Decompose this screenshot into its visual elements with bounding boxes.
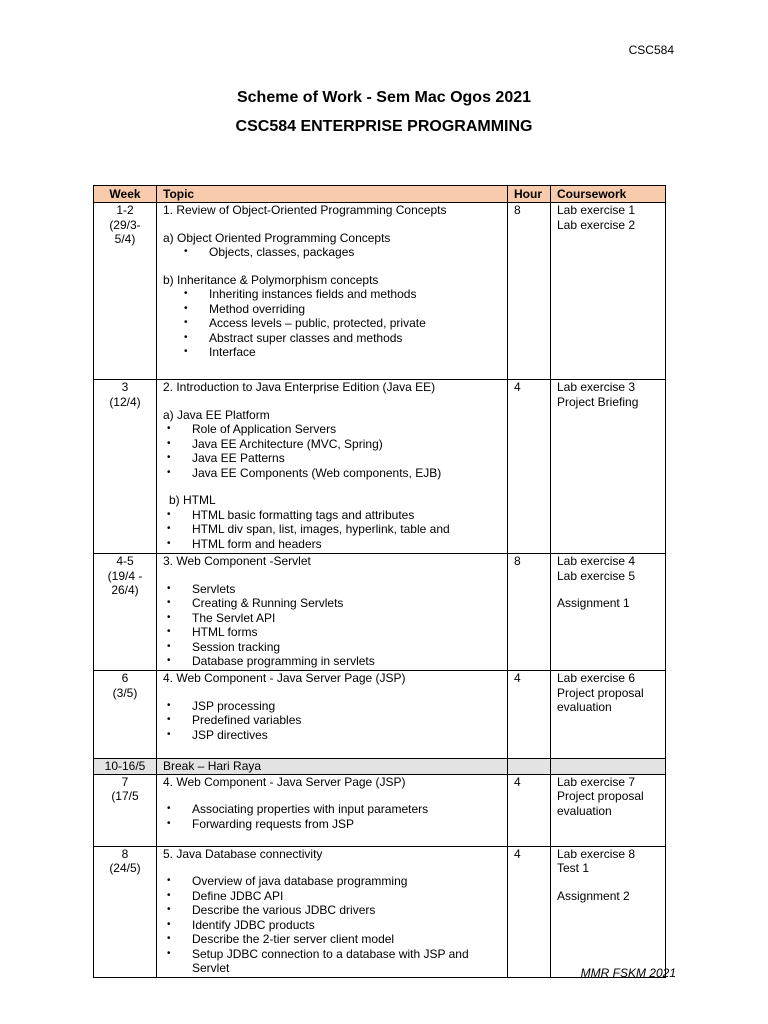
list-item: • Creating & Running Servlets [192, 596, 501, 611]
week-cell: 4-5 (19/4 - 26/4) [94, 554, 157, 671]
topic-title: 1. Review of Object-Oriented Programming Concepts [163, 203, 447, 217]
hour-cell: 4 [508, 846, 551, 977]
topic-cell [157, 846, 508, 977]
header-week: Week [94, 186, 157, 203]
section-heading: a) Object Oriented Programming Concepts [163, 230, 391, 245]
list-item: • JSP processing [192, 699, 501, 714]
list-item: • JSP directives [192, 728, 501, 743]
list-item: • Associating properties with input parameters [192, 802, 501, 817]
week-cell: 7 (17/5 [94, 774, 157, 846]
list-item: • Role of Application Servers [192, 422, 501, 437]
table-row [94, 846, 666, 977]
week-cell: 8 (24/5) [94, 846, 157, 977]
course-code: CSC584 [628, 43, 674, 57]
table-row [94, 774, 666, 846]
section-heading: b) HTML [169, 493, 216, 507]
list-item: • Overview of java database programming [192, 874, 501, 889]
list-item: • Setup JDBC connection to a database with JSP and Servlet [192, 947, 501, 976]
list-item: • Identify JDBC products [192, 918, 501, 933]
list-item: • Access levels – public, protected, private [209, 316, 501, 331]
hour-cell: 8 [508, 203, 551, 380]
list-item: • HTML forms [192, 625, 501, 640]
coursework-cell: Lab exercise 1 Lab exercise 2 [551, 203, 666, 380]
coursework-cell: Lab exercise 6 Project proposal evaluation [551, 671, 666, 759]
topic-list [163, 802, 501, 831]
week-cell: 10-16/5 [94, 759, 157, 775]
list-item: • HTML div span, list, images, hyperlink, table and [192, 522, 501, 537]
coursework-cell: Lab exercise 7 Project proposal evaluation [551, 774, 666, 846]
table-row [94, 554, 666, 671]
coursework-cell [551, 759, 666, 775]
list-item: • Objects, classes, packages [209, 245, 501, 260]
topic-cell: Break – Hari Raya [157, 759, 508, 775]
list-item: • HTML basic formatting tags and attributes [192, 508, 501, 523]
list-item: • Inheriting instances fields and methods [209, 287, 501, 302]
topic-cell [157, 774, 508, 846]
week-cell: 3 (12/4) [94, 380, 157, 554]
topic-list [163, 582, 501, 669]
topic-cell [157, 554, 508, 671]
table-row [94, 671, 666, 759]
hour-cell: 4 [508, 380, 551, 554]
list-item: • Forwarding requests from JSP [192, 817, 501, 832]
topic-title: 5. Java Database connectivity [163, 846, 323, 861]
topic-cell [157, 380, 508, 554]
footer-text: MMR FSKM 2021 [580, 966, 676, 980]
list-item: • HTML form and headers [192, 537, 501, 552]
topic-cell [157, 671, 508, 759]
list-item: • Describe the various JDBC drivers [192, 903, 501, 918]
list-item: • Java EE Patterns [192, 451, 501, 466]
topic-list [163, 422, 501, 480]
document-subtitle: CSC584 ENTERPRISE PROGRAMMING [235, 118, 533, 135]
topic-list [163, 508, 501, 552]
topic-title: 2. Introduction to Java Enterprise Edition (Java EE) [163, 380, 436, 394]
topic-list [163, 245, 501, 260]
topic-cell [157, 203, 508, 380]
list-item: • Java EE Architecture (MVC, Spring) [192, 437, 501, 452]
list-item: • Servlets [192, 582, 501, 597]
list-item: • The Servlet API [192, 611, 501, 626]
list-item: • Interface [209, 345, 501, 360]
coursework-cell: Lab exercise 8 Test 1 Assignment 2 [551, 846, 666, 977]
hour-cell: 8 [508, 554, 551, 671]
hour-cell [508, 759, 551, 775]
break-row [94, 759, 666, 775]
list-item: • Session tracking [192, 640, 501, 655]
list-item: • Predefined variables [192, 713, 501, 728]
section-heading: a) Java EE Platform [163, 407, 270, 422]
document-title: Scheme of Work - Sem Mac Ogos 2021 [236, 89, 532, 106]
topic-title: 4. Web Component - Java Server Page (JSP) [163, 671, 406, 685]
list-item: • Database programming in servlets [192, 654, 501, 669]
hour-cell: 4 [508, 774, 551, 846]
list-item: • Abstract super classes and methods [209, 331, 501, 346]
table-header-row [94, 186, 666, 203]
coursework-cell: Lab exercise 4 Lab exercise 5 Assignment 1 [551, 554, 666, 671]
hour-cell: 4 [508, 671, 551, 759]
list-item: • Define JDBC API [192, 889, 501, 904]
header-topic: Topic [157, 186, 508, 203]
header-hour: Hour [508, 186, 551, 203]
topic-list [163, 874, 501, 976]
table-row [94, 380, 666, 554]
section-heading: b) Inheritance & Polymorphism concepts [163, 272, 379, 287]
week-cell: 1-2 (29/3- 5/4) [94, 203, 157, 380]
header-coursework: Coursework [551, 186, 666, 203]
table-row [94, 203, 666, 380]
list-item: • Method overriding [209, 302, 501, 317]
topic-list [163, 287, 501, 360]
week-cell: 6 (3/5) [94, 671, 157, 759]
list-item: • Describe the 2-tier server client model [192, 932, 501, 947]
scheme-of-work-table [93, 185, 666, 978]
topic-title: 3. Web Component -Servlet [163, 554, 311, 568]
topic-list [163, 699, 501, 743]
topic-title: 4. Web Component - Java Server Page (JSP) [163, 774, 406, 789]
coursework-cell: Lab exercise 3 Project Briefing [551, 380, 666, 554]
list-item: • Java EE Components (Web components, EJB) [192, 466, 501, 481]
